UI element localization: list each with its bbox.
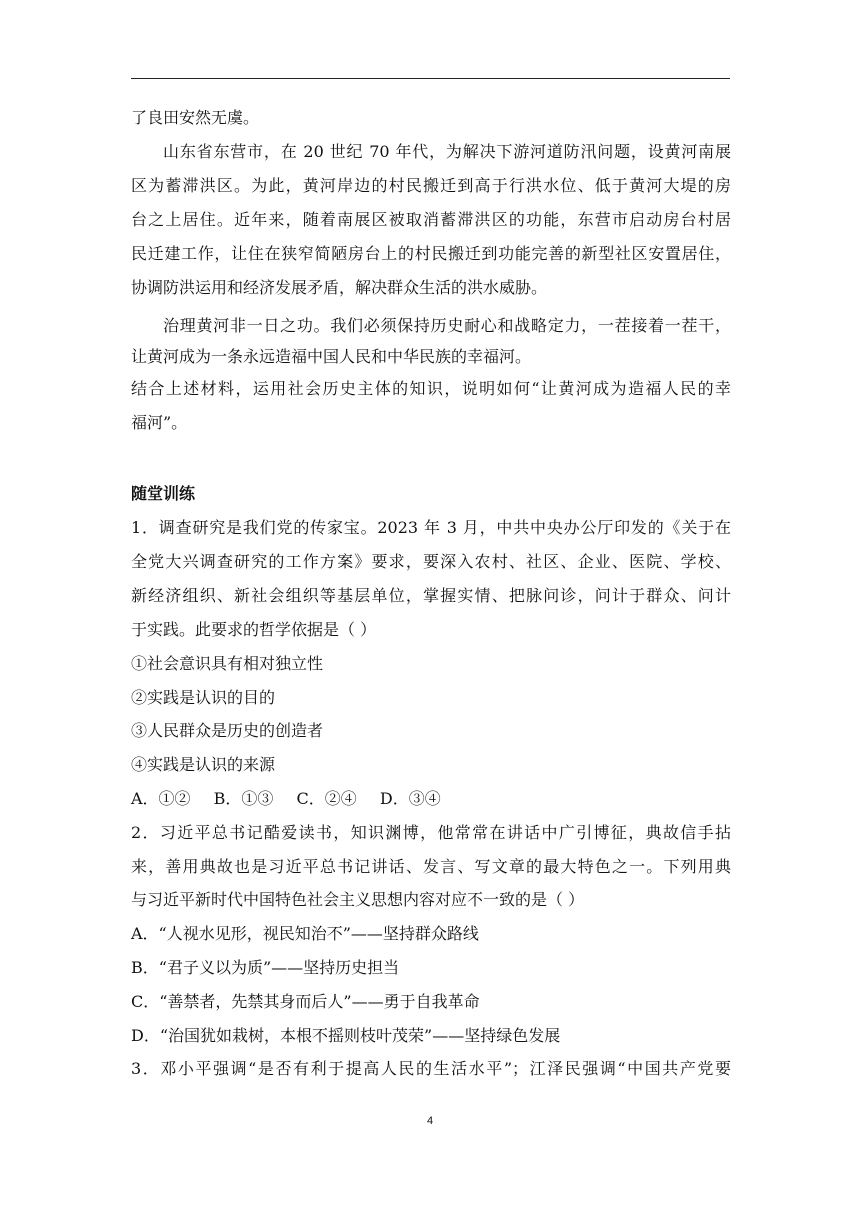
header-rule (131, 78, 730, 79)
material-line: 让黄河成为一条永远造福中国人民和中华民族的幸福河。 (131, 347, 532, 366)
question-2-line: 与习近平新时代中国特色社会主义思想内容对应不一致的是（ ） (131, 890, 585, 909)
question-1-item: ①社会意识具有相对独立性 (131, 654, 324, 673)
page-number: 4 (426, 1115, 434, 1127)
question-1-item: ③人民群众是历史的创造者 (131, 721, 324, 740)
prompt-line: 福河”。 (131, 413, 188, 432)
material-line: 协调防洪运用和经济发展矛盾，解决群众生活的洪水威胁。 (131, 278, 548, 297)
question-2-line: 2．习近平总书记酷爱读书，知识渊博，他常常在讲话中广引博征，典故信手拈 (131, 823, 731, 842)
option-c[interactable]: C．“善禁者，先禁其身而后人”——勇于自我革命 (131, 992, 480, 1011)
question-1-line: 1．调查研究是我们党的传家宝。2023 年 3 月，中共中央办公厅印发的《关于在 (131, 518, 731, 537)
prompt-line: 结合上述材料，运用社会历史主体的知识，说明如何“让黄河成为造福人民的幸 (131, 379, 731, 398)
question-1-line: 新经济组织、新社会组织等基层单位，掌握实情、把脉问诊，问计于群众、问计 (131, 586, 731, 605)
question-1-item: ④实践是认识的来源 (131, 755, 276, 774)
material-line: 山东省东营市，在 20 世纪 70 年代，为解决下游河道防汛问题，设黄河南展 (163, 142, 731, 161)
option-d[interactable]: D．“治国犹如栽树，本根不摇则枝叶茂荣”——坚持绿色发展 (131, 1026, 561, 1045)
material-line: 治理黄河非一日之功。我们必须保持历史耐心和战略定力，一茬接着一茬干， (163, 316, 731, 335)
option-a[interactable]: A．①② (131, 789, 191, 808)
material-line: 台之上居住。近年来，随着南展区被取消蓄滞洪区的功能，东营市启动房台村居 (131, 210, 731, 229)
question-3-line: 3．邓小平强调“是否有利于提高人民的生活水平”；江泽民强调“中国共产党要 (131, 1059, 731, 1078)
option-a[interactable]: A．“人视水见形，视民知治不”——坚持群众路线 (131, 924, 479, 943)
question-1-line: 全党大兴调查研究的工作方案》要求，要深入农村、社区、企业、医院、学校、 (131, 552, 731, 571)
section-heading: 随堂训练 (131, 484, 196, 503)
material-line: 区为蓄滞洪区。为此，黄河岸边的村民搬迁到高于行洪水位、低于黄河大堤的房 (131, 176, 731, 195)
material-line: 了良田安然无虞。 (131, 108, 260, 127)
material-line: 民迁建工作，让住在狭窄简陋房台上的村民搬迁到功能完善的新型社区安置居住， (131, 244, 731, 263)
option-b[interactable]: B．①③ (213, 789, 274, 808)
option-c[interactable]: C．②④ (296, 789, 357, 808)
question-1-line: 于实践。此要求的哲学依据是（ ） (131, 620, 377, 639)
question-1-options (131, 788, 731, 810)
option-d[interactable]: D．③④ (379, 789, 441, 808)
question-1-item: ②实践是认识的目的 (131, 688, 276, 707)
question-2-line: 来，善用典故也是习近平总书记讲话、发言、写文章的最大特色之一。下列用典 (131, 857, 731, 876)
option-b[interactable]: B．“君子义以为质”——坚持历史担当 (131, 958, 400, 977)
